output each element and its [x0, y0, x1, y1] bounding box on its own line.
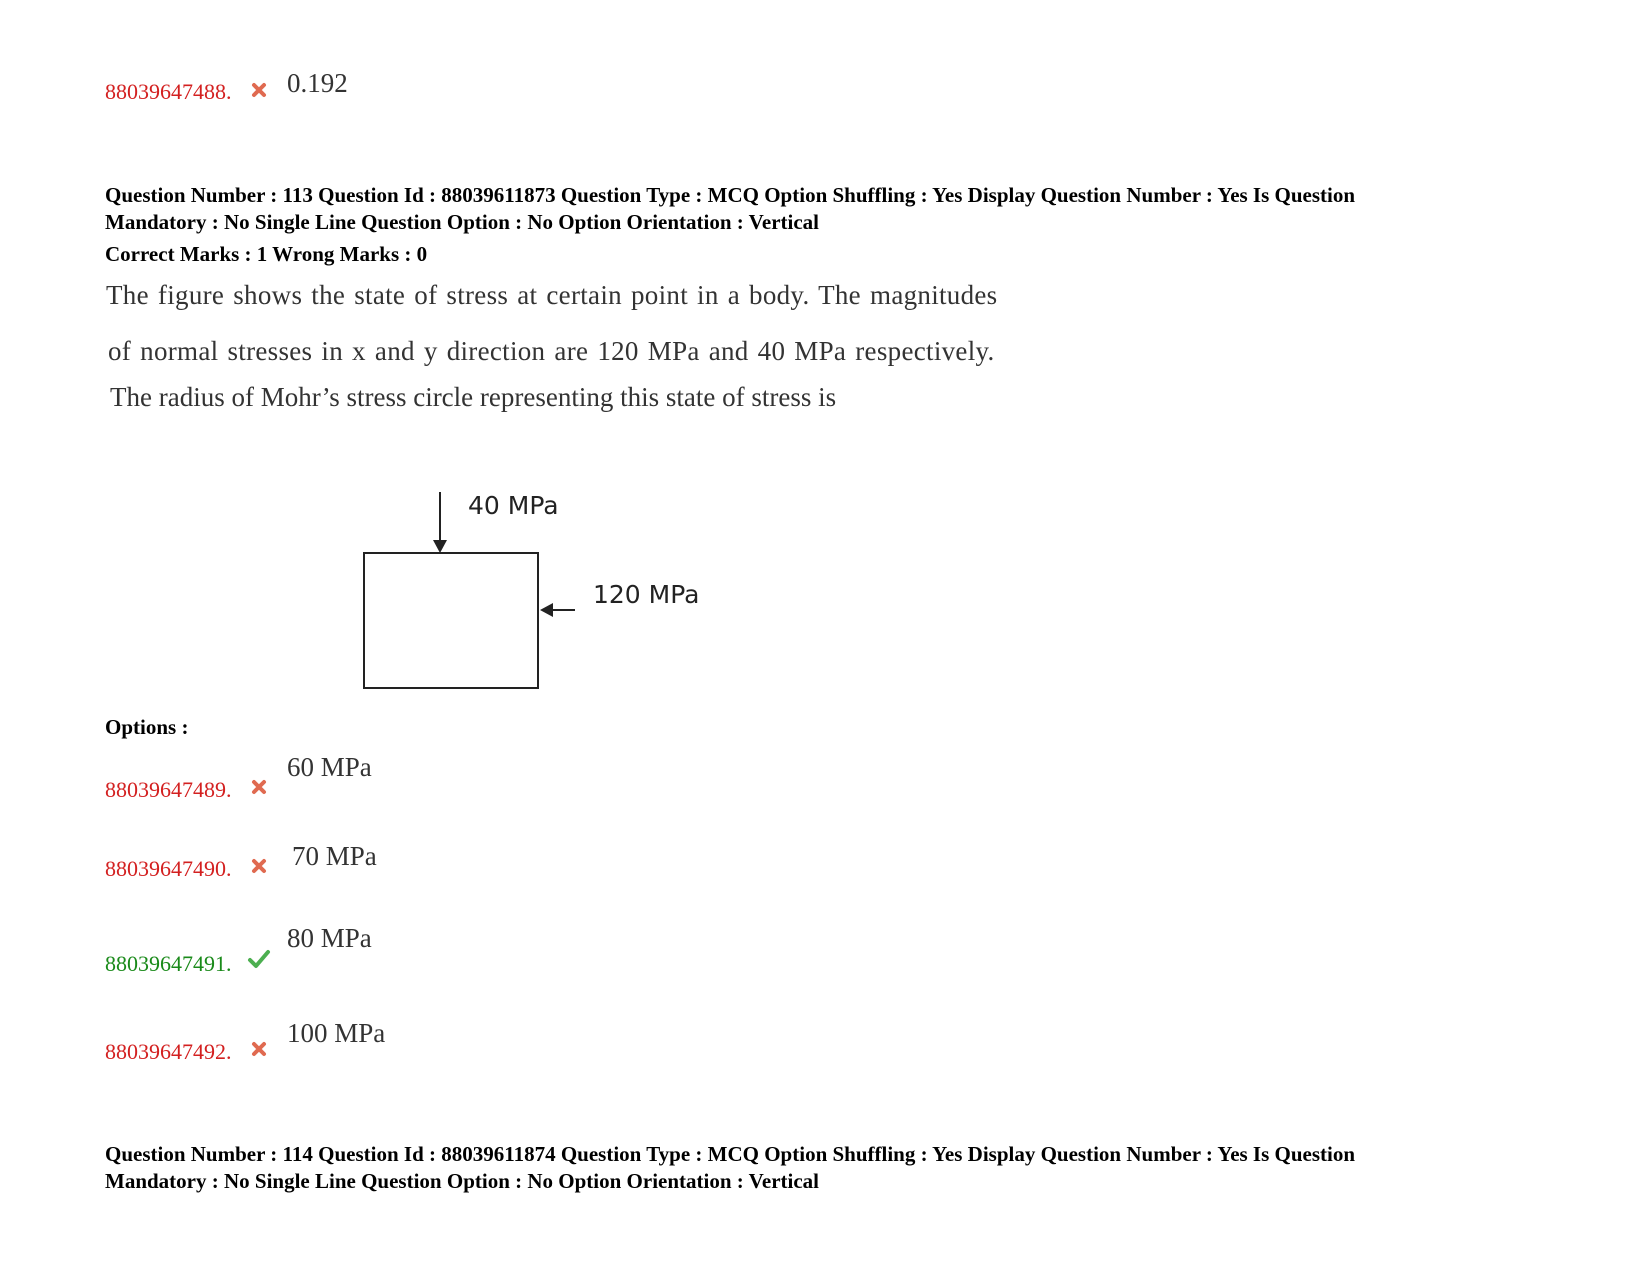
stress-element-box	[364, 553, 538, 688]
horizontal-stress-label: 120 MPa	[593, 580, 700, 609]
option-id: 88039647489.	[105, 777, 232, 802]
cross-icon	[251, 1041, 267, 1057]
cross-icon	[251, 779, 267, 795]
question-meta-line2: Mandatory : No Single Line Question Option : No Option Orientation : Vertical	[105, 1169, 820, 1193]
horizontal-arrowhead	[540, 603, 553, 617]
options-label: Options :	[105, 715, 189, 739]
question-meta-line1: Question Number : 113 Question Id : 88039611873 Question Type : MCQ Option Shuffling : Yes Display Question Number : Yes Is Question	[105, 183, 1356, 207]
option-id: 88039647492.	[105, 1039, 232, 1064]
question-marks: Correct Marks : 1 Wrong Marks : 0	[105, 242, 428, 266]
option-id: 88039647491.	[105, 951, 232, 976]
option-text: 80 MPa	[287, 923, 372, 953]
option-text: 60 MPa	[287, 752, 372, 782]
question-meta-line1: Question Number : 114 Question Id : 88039611874 Question Type : MCQ Option Shuffling : Yes Display Question Number : Yes Is Question	[105, 1142, 1356, 1166]
question-meta	[105, 1141, 1545, 1195]
checkmark-icon	[247, 948, 271, 970]
option-text: 0.192	[287, 68, 348, 98]
vertical-stress-label: 40 MPa	[468, 491, 559, 520]
question-text-line1: The figure shows the state of stress at certain point in a body. The magnitudes	[106, 280, 998, 310]
question-meta-line2: Mandatory : No Single Line Question Option : No Option Orientation : Vertical	[105, 210, 820, 234]
question-meta	[105, 182, 1545, 236]
option-text: 70 MPa	[292, 841, 377, 871]
cross-icon	[251, 82, 267, 98]
option-text: 100 MPa	[287, 1018, 386, 1048]
question-text-line3: The radius of Mohr’s stress circle representing this state of stress is	[110, 382, 837, 412]
option-id: 88039647488.	[105, 79, 232, 104]
option-id: 88039647490.	[105, 856, 232, 881]
question-text-line2: of normal stresses in x and y direction are 120 MPa and 40 MPa respectively.	[108, 336, 995, 366]
cross-icon	[251, 858, 267, 874]
vertical-arrowhead	[433, 540, 447, 553]
